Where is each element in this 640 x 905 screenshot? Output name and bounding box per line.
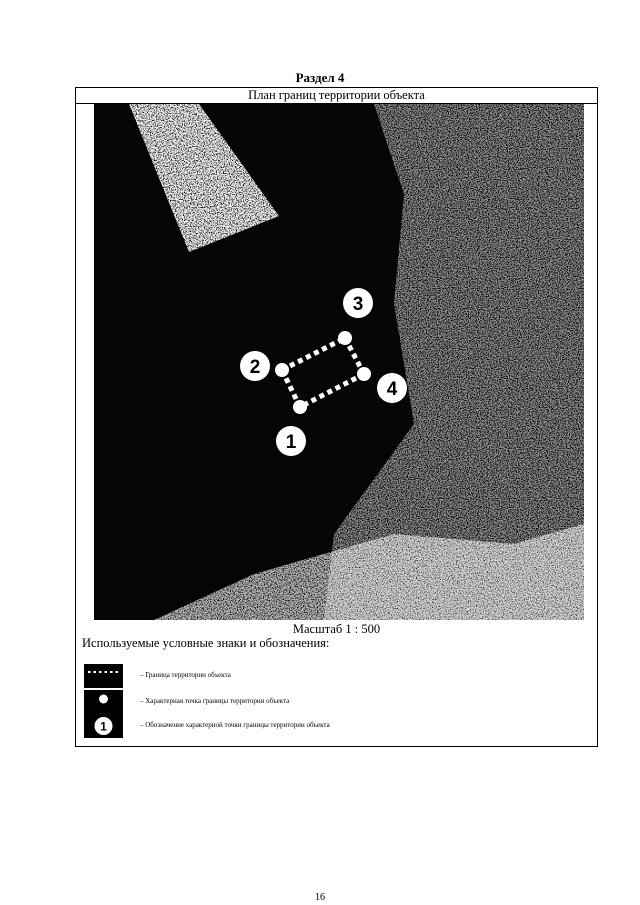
white-dot-icon: [84, 690, 123, 714]
legend-text-boundary: – Граница территории объекта: [140, 671, 231, 679]
page-number: 16: [315, 892, 325, 903]
section-title: Раздел 4: [295, 70, 345, 85]
dotted-boundary-line-icon: [84, 664, 123, 688]
boundary-point-2: [275, 363, 289, 377]
plan-frame: [75, 87, 598, 747]
svg-text:3: 3: [352, 294, 364, 315]
plan-svg: [94, 104, 584, 620]
boundary-point-3: [338, 331, 352, 345]
point-label-1: [276, 426, 306, 456]
legend-text-point: – Характерная точка границы территории объекта: [140, 697, 290, 705]
legend-title: Используемые условные знаки и обозначения:: [82, 636, 330, 650]
numbered-circle-icon: [84, 714, 123, 738]
svg-text:1: 1: [285, 432, 297, 453]
boundary-point-1: [293, 400, 307, 414]
scale-label: Масштаб 1 : 500: [292, 622, 381, 636]
plan-title: План границ территории объекта: [76, 88, 597, 104]
svg-text:2: 2: [249, 357, 261, 378]
point-label-3: [343, 288, 373, 318]
legend-text-point-label: – Обозначение характерной точки границы территории объекта: [140, 721, 330, 729]
point-label-4: [377, 373, 407, 403]
aerial-plan-map: [94, 104, 584, 620]
svg-text:4: 4: [386, 379, 398, 400]
boundary-point-4: [357, 367, 371, 381]
svg-text:1: 1: [100, 719, 107, 734]
point-label-2: [240, 351, 270, 381]
